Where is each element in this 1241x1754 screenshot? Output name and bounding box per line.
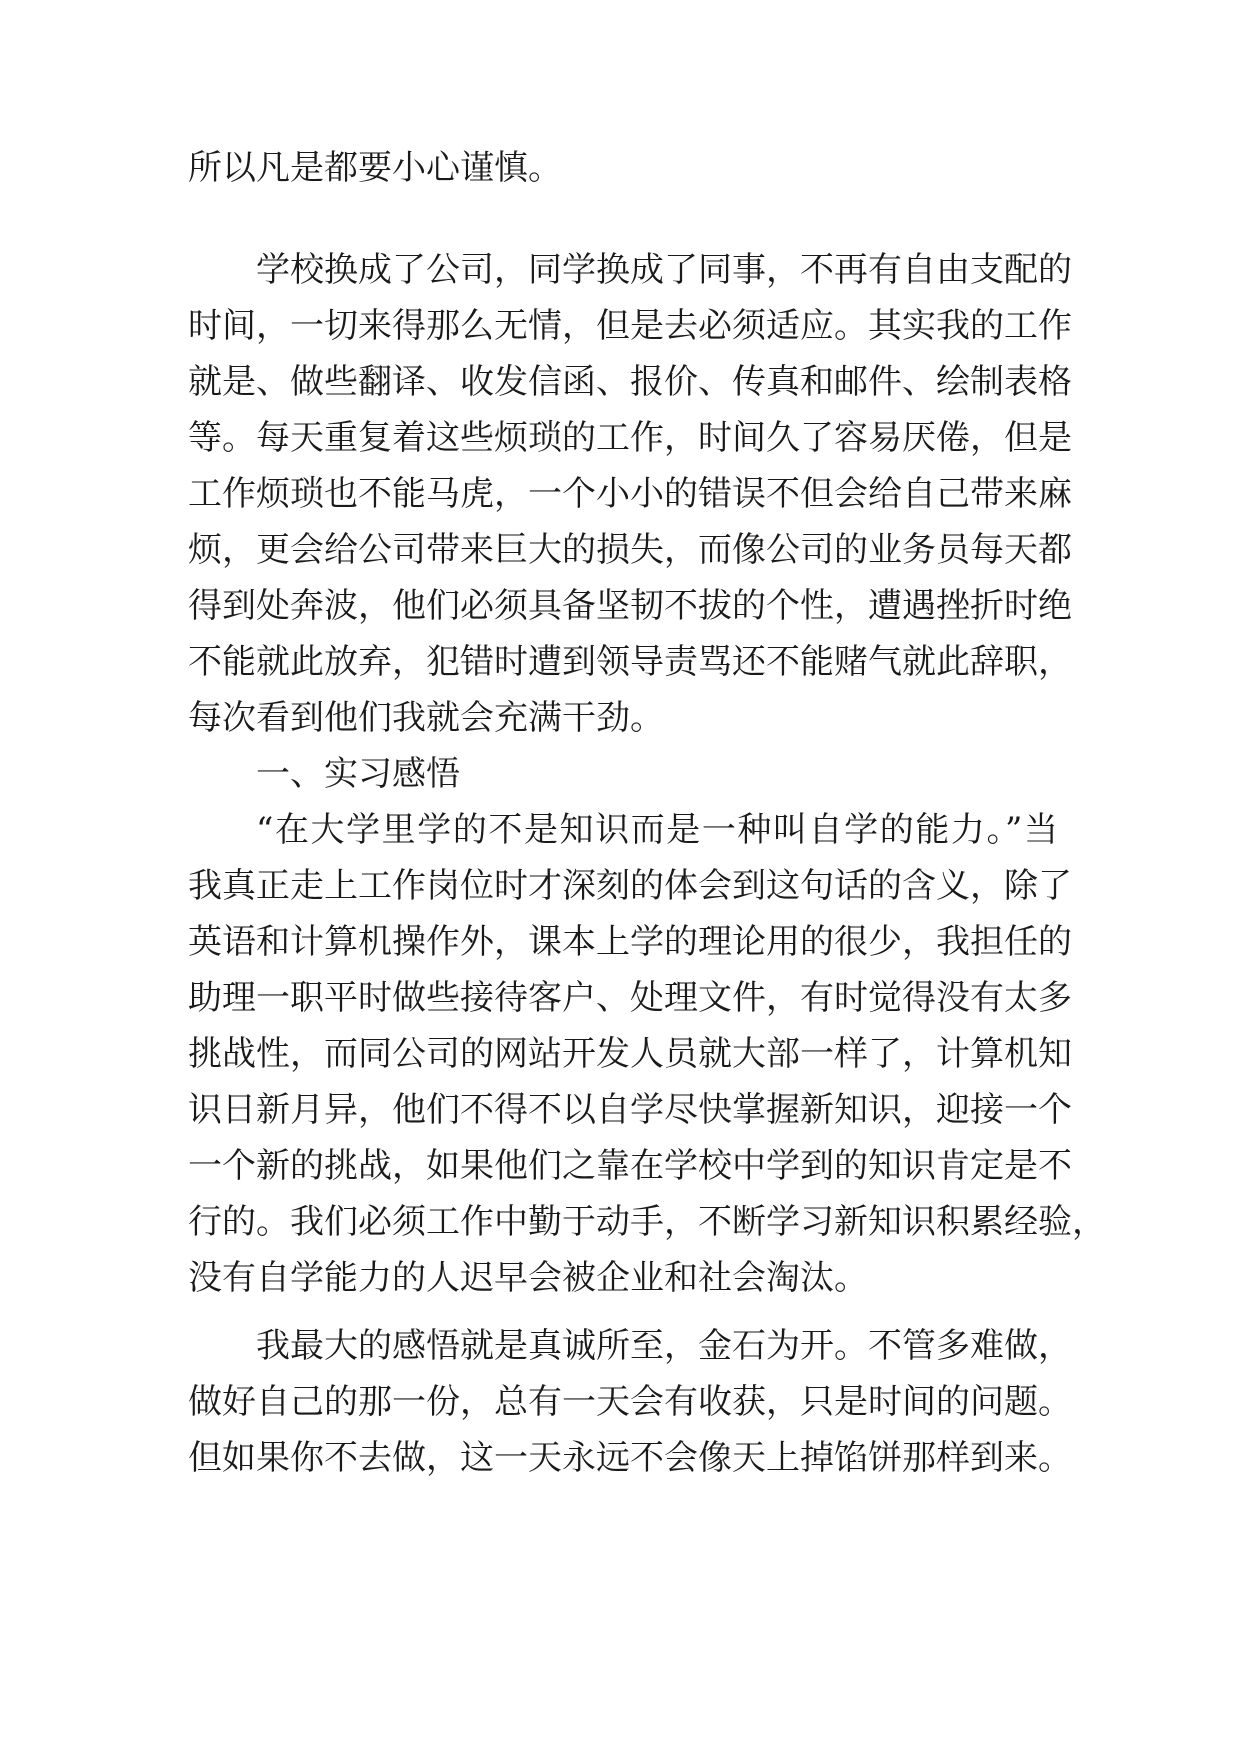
text-line-1: 所以凡是都要小心谨慎。	[188, 148, 562, 188]
text-line-12: “在大学里学的不是知识而是一种叫自学的能力。”当	[256, 810, 1058, 850]
text-line-19: 行的。我们必须工作中勤于动手，不断学习新知识积累经验，	[188, 1202, 1106, 1242]
text-line-4: 就是、做些翻译、收发信函、报价、传真和邮件、绘制表格	[188, 362, 1072, 402]
text-line-8: 得到处奔波，他们必须具备坚韧不拔的个性，遭遇挫折时绝	[188, 586, 1072, 626]
text-line-22: 做好自己的那一份，总有一天会有收获，只是时间的问题。	[188, 1382, 1072, 1422]
text-line-20: 没有自学能力的人迟早会被企业和社会淘汰。	[188, 1258, 868, 1298]
text-line-3: 时间，一切来得那么无情，但是去必须适应。其实我的工作	[188, 306, 1072, 346]
text-line-13: 我真正走上工作岗位时才深刻的体会到这句话的含义，除了	[188, 866, 1072, 906]
text-line-21: 我最大的感悟就是真诚所至，金石为开。不管多难做，	[256, 1326, 1072, 1366]
text-line-2: 学校换成了公司，同学换成了同事，不再有自由支配的	[256, 250, 1072, 290]
text-line-16: 挑战性，而同公司的网站开发人员就大部一样了，计算机知	[188, 1034, 1072, 1074]
text-line-23: 但如果你不去做，这一天永远不会像天上掉馅饼那样到来。	[188, 1438, 1072, 1478]
text-line-5: 等。每天重复着这些烦琐的工作，时间久了容易厌倦，但是	[188, 418, 1072, 458]
section-heading: 一、实习感悟	[256, 754, 460, 794]
text-line-17: 识日新月异，他们不得不以自学尽快掌握新知识，迎接一个	[188, 1090, 1072, 1130]
text-line-6: 工作烦琐也不能马虎，一个小小的错误不但会给自己带来麻	[188, 474, 1072, 514]
text-line-7: 烦，更会给公司带来巨大的损失，而像公司的业务员每天都	[188, 530, 1072, 570]
text-line-18: 一个新的挑战，如果他们之靠在学校中学到的知识肯定是不	[188, 1146, 1072, 1186]
text-line-15: 助理一职平时做些接待客户、处理文件，有时觉得没有太多	[188, 978, 1072, 1018]
text-line-10: 每次看到他们我就会充满干劲。	[188, 698, 664, 738]
text-line-14: 英语和计算机操作外，课本上学的理论用的很少，我担任的	[188, 922, 1072, 962]
text-line-9: 不能就此放弃，犯错时遭到领导责骂还不能赌气就此辞职，	[188, 642, 1072, 682]
